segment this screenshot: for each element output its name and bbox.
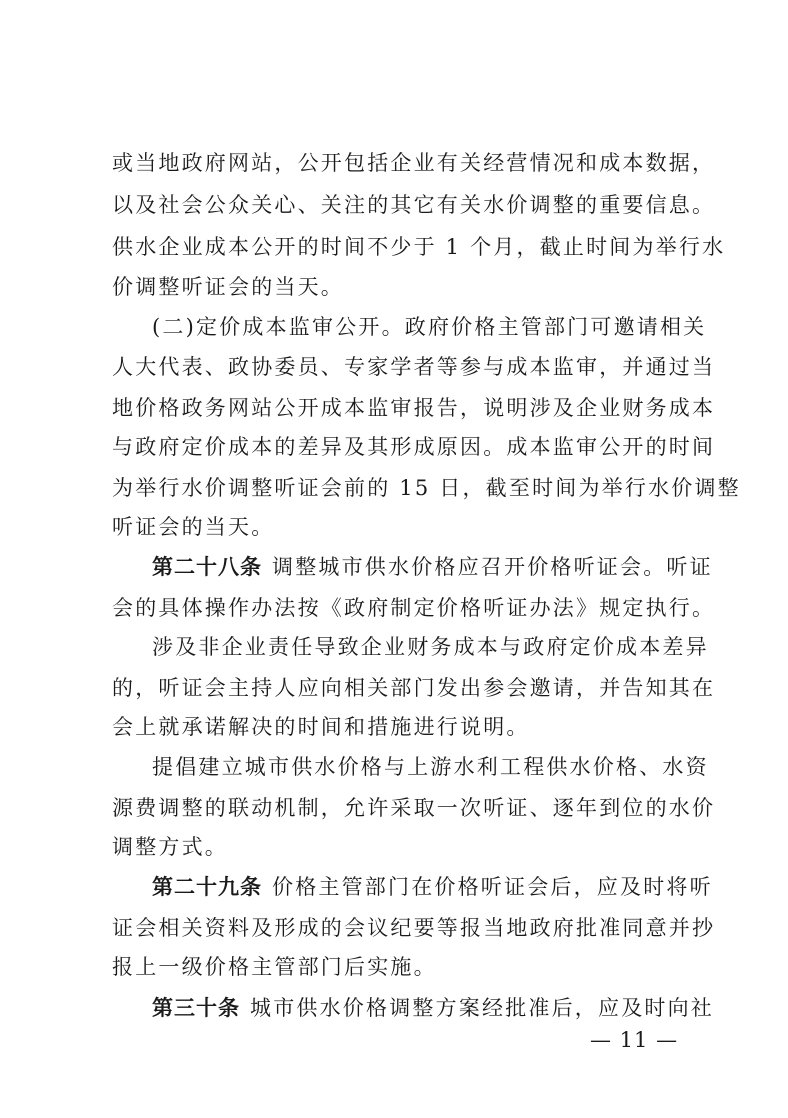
article-30-number: 第三十条 (152, 996, 240, 1020)
article-30 (152, 993, 732, 1023)
text-line: 价调整听证会的当天。 (112, 275, 344, 299)
article-28 (152, 552, 732, 582)
text-line: 调整方式。 (112, 835, 228, 859)
article-29 (152, 872, 732, 902)
paragraph-start: 提倡建立城市供水价格与上游水利工程供水价格、水资 (152, 755, 709, 779)
text-line: 地价格政务网站公开成本监审报告，说明涉及企业财务成本 (112, 396, 716, 420)
text-line: 或当地政府网站，公开包括企业有关经营情况和成本数据， (112, 151, 716, 175)
text-line: 会上就承诺解决的时间和措施进行说明。 (112, 715, 530, 739)
text-line: 的，听证会主持人应向相关部门发出参会邀请，并告知其在 (112, 676, 716, 700)
text-line: 源费调整的联动机制，允许采取一次听证、逐年到位的水价 (112, 796, 716, 820)
text-line: 会的具体操作办法按《政府制定价格听证办法》规定执行。 (112, 596, 716, 620)
article-28-number: 第二十八条 (152, 555, 262, 579)
text-line: 与政府定价成本的差异及其形成原因。成本监审公开的时间 (112, 435, 716, 459)
text-line: 供水企业成本公开的时间不少于 1 个月，截止时间为举行水 (112, 235, 726, 259)
text-line: 报上一级价格主管部门后实施。 (112, 955, 437, 979)
paragraph-start: (二)定价成本监审公开。政府价格主管部门可邀请相关 (152, 315, 707, 339)
article-29-number: 第二十九条 (152, 875, 262, 899)
text-line: 以及社会公众关心、关注的其它有关水价调整的重要信息。 (112, 193, 716, 217)
article-29-text: 价格主管部门在价格听证会后，应及时将听 (272, 875, 713, 899)
text-line: 听证会的当天。 (112, 515, 275, 539)
text-line: 证会相关资料及形成的会议纪要等报当地政府批准同意并抄 (112, 916, 716, 940)
article-30-text: 城市供水价格调整方案经批准后，应及时向社 (250, 996, 714, 1020)
text-line: 人大代表、政协委员、专家学者等参与成本监审，并通过当 (112, 355, 716, 379)
text-line: 为举行水价调整听证会前的 15 日，截至时间为举行水价调整 (112, 476, 741, 500)
article-28-text: 调整城市供水价格应召开价格听证会。听证 (272, 555, 713, 579)
paragraph-start: 涉及非企业责任导致企业财务成本与政府定价成本差异 (152, 635, 709, 659)
page-number: — 11 — (590, 1028, 679, 1052)
